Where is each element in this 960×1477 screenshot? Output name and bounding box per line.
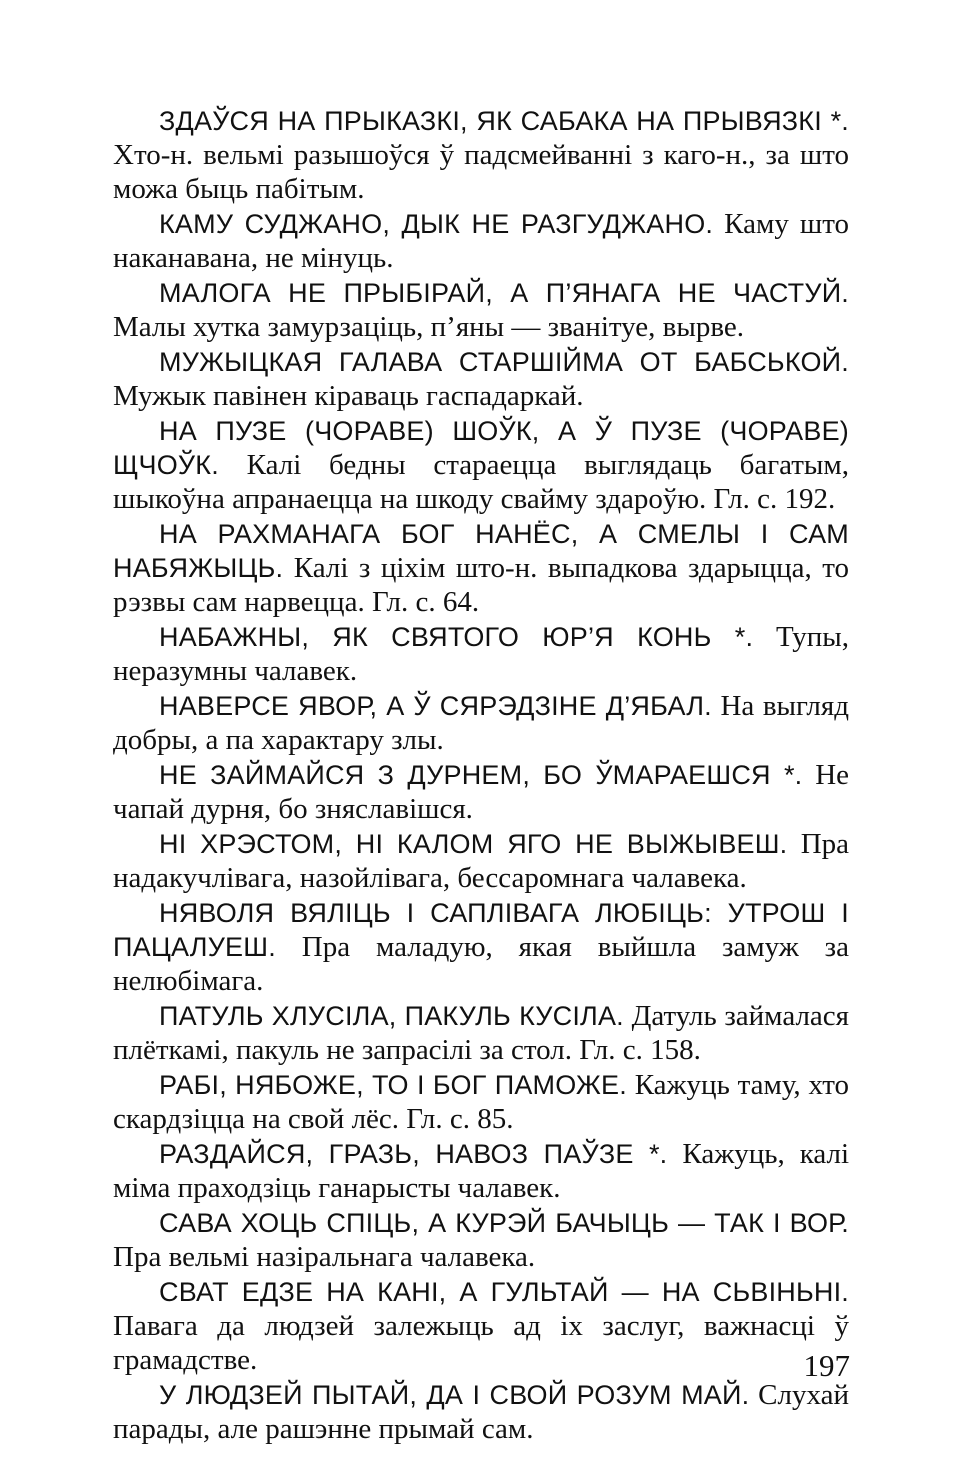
entry-headword: НАБАЖНЫ, ЯК СВЯТОГО ЮР’Я КОНЬ *. <box>159 622 754 652</box>
entry-15 <box>113 1206 849 1274</box>
entry-definition: Пра маладую, якая выйшла замуж за нелюбімага. <box>113 931 849 997</box>
entry-headword: ЗДАЎСЯ НА ПРЫКАЗКІ, ЯК САБАКА НА ПРЫВЯЗКІ *. <box>159 106 849 136</box>
entry-2 <box>113 207 849 275</box>
entry-headword: НІ ХРЭСТОМ, НІ КАЛОМ ЯГО НЕ ВЫЖЫВЕШ. <box>159 829 788 859</box>
entry-definition: Кажуць таму, хто скардзіцца на свой лёс. Гл. с. 85. <box>113 1069 850 1135</box>
entry-7 <box>113 620 849 688</box>
entry-definition: Тупы, неразумны чалавек. <box>113 621 849 687</box>
entry-14 <box>113 1137 849 1205</box>
entry-8 <box>113 689 849 757</box>
entry-definition: Хто-н. вельмі разышоўся ў падсмейванні з каго-н., за што можа быць пабітым. <box>113 139 849 205</box>
entry-13 <box>113 1068 849 1136</box>
entry-12 <box>113 999 849 1067</box>
entry-definition: Не чапай дурня, бо зняславішся. <box>113 759 850 825</box>
entry-definition: Пра надакучлівага, назойлівага, бессаромнага чалавека. <box>113 828 850 894</box>
entry-definition: Павага да людзей залежыць ад іх заслуг, важнасці ў грамадстве. <box>113 1310 849 1376</box>
entry-headword: НА РАХМАНАГА БОГ НАНЁС, А СМЕЛЫ І САМ НАБЯЖЫЦЬ. <box>113 519 849 583</box>
entry-headword: КАМУ СУДЖАНО, ДЫК НЕ РАЗГУДЖАНО. <box>159 209 714 239</box>
entry-headword: МУЖЫЦКАЯ ГАЛАВА СТАРШІЙМА ОТ БАБСЬКОЙ. <box>159 347 849 377</box>
entry-headword: МАЛОГА НЕ ПРЫБІРАЙ, А П’ЯНАГА НЕ ЧАСТУЙ. <box>159 278 849 308</box>
entry-definition: Мужык павінен кіраваць гаспадаркай. <box>113 380 584 412</box>
entry-headword: НАВЕРСЕ ЯВОР, А Ў СЯРЭДЗІНЕ Д’ЯБАЛ. <box>159 691 712 721</box>
entry-6 <box>113 517 849 619</box>
entry-definition: Калі бедны стараецца выглядаць багатым, шыкоўна апранаецца на шкоду свайму здароўю. Гл. с. 192. <box>113 449 849 515</box>
entry-definition: Малы хутка замурзаціць, п’яны — званітуе, вырве. <box>113 311 744 343</box>
entry-definition: Каму што наканавана, не мінуць. <box>113 208 850 274</box>
entry-headword: НЯВОЛЯ ВЯЛІЦЬ І САПЛІВАГА ЛЮБІЦЬ: УТРОШ І ПАЦАЛУЕШ. <box>113 898 849 962</box>
entry-3 <box>113 276 849 344</box>
entry-headword: У ЛЮДЗЕЙ ПЫТАЙ, ДА І СВОЙ РОЗУМ МАЙ. <box>159 1380 750 1410</box>
entry-11 <box>113 896 849 998</box>
entry-headword: НА ПУЗЕ (ЧОРАВЕ) ШОЎК, А Ў ПУЗЕ (ЧОРАВЕ) ЩЧОЎК. <box>113 416 849 480</box>
entry-headword: НЕ ЗАЙМАЙСЯ З ДУРНЕМ, БО ЎМАРАЕШСЯ *. <box>159 760 803 790</box>
entry-headword: ПАТУЛЬ ХЛУСІЛА, ПАКУЛЬ КУСІЛА. <box>159 1001 624 1031</box>
entry-headword: РАЗДАЙСЯ, ГРАЗЬ, НАВОЗ ПАЎЗЕ *. <box>159 1139 668 1169</box>
entry-definition: Кажуць, калі міма праходзіць ганарысты чалавек. <box>113 1138 849 1204</box>
entry-headword: СВАТ ЕДЗЕ НА КАНІ, А ГУЛЬТАЙ — НА СЬВІНЬНІ. <box>159 1277 849 1307</box>
dictionary-page <box>113 104 849 1447</box>
entry-definition: Слухай парады, але рашэнне прымай сам. <box>113 1379 849 1445</box>
entry-1 <box>113 104 849 206</box>
entry-17 <box>113 1378 849 1446</box>
entry-definition: Датуль займалася плёткамі, пакуль не запрасілі за стол. Гл. с. 158. <box>113 1000 850 1066</box>
entry-headword: РАБІ, НЯБОЖЕ, ТО І БОГ ПАМОЖЕ. <box>159 1070 627 1100</box>
entry-4 <box>113 345 849 413</box>
page-number: 197 <box>803 1348 850 1383</box>
entry-headword: САВА ХОЦЬ СПІЦЬ, А КУРЭЙ БАЧЫЦЬ — ТАК І ВОР. <box>159 1208 849 1238</box>
entry-10 <box>113 827 849 895</box>
entry-definition: Пра вельмі назіральнага чалавека. <box>113 1241 536 1273</box>
entry-definition: Калі з ціхім што-н. выпадкова здарыцца, то рэзвы сам нарвецца. Гл. с. 64. <box>113 552 850 618</box>
entry-9 <box>113 758 849 826</box>
entry-5 <box>113 414 849 516</box>
entry-16 <box>113 1275 849 1377</box>
entry-definition: На выгляд добры, а па характару злы. <box>113 690 850 756</box>
